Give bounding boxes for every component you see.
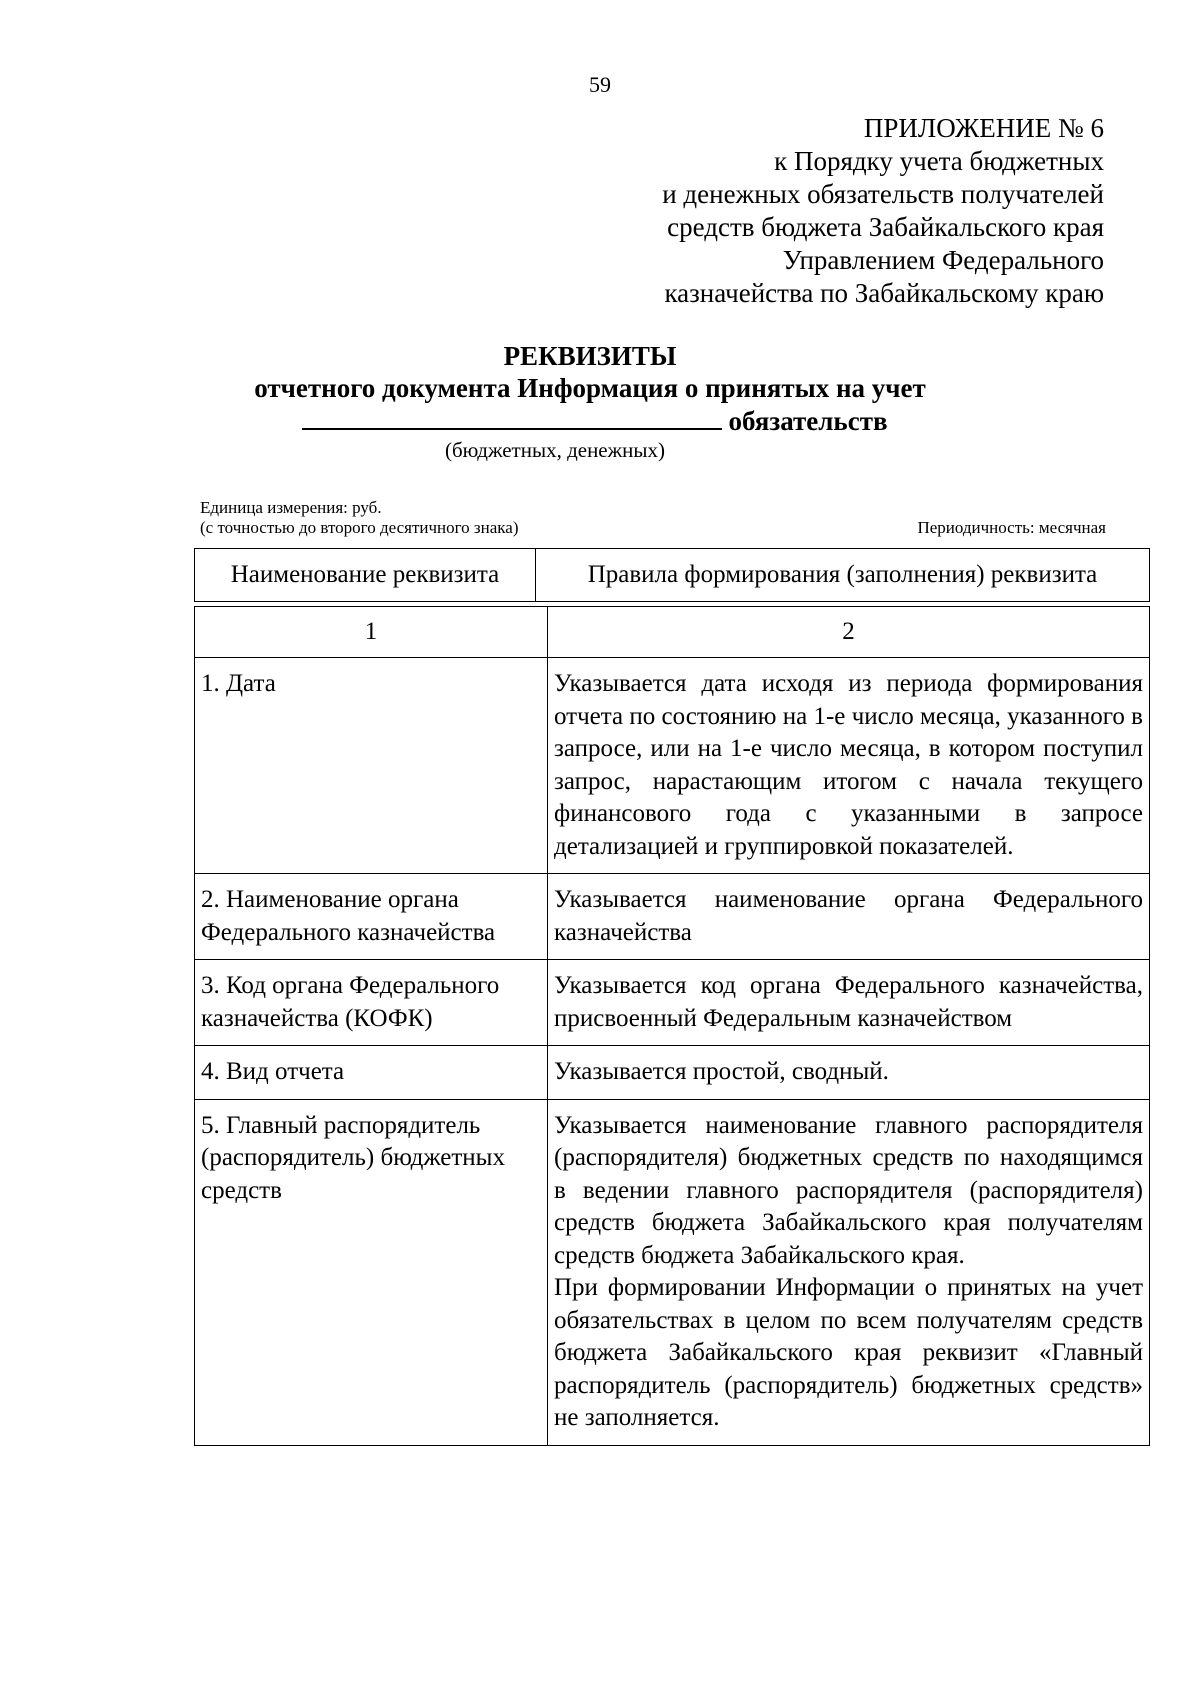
appendix-line: и денежных обязательств получателей (662, 179, 1104, 209)
document-subtitle-tail: обязательств (728, 406, 888, 436)
periodicity: Периодичность: месячная (917, 518, 1106, 537)
requisite-name: 3. Код органа Федерального казначейства (КОФК) (195, 960, 548, 1046)
column-number: 1 (195, 607, 548, 658)
document-subtitle: отчетного документа Информация о принятых на учет (254, 373, 926, 403)
table-row (195, 1099, 1150, 1445)
column-number: 2 (548, 607, 1150, 658)
document-title: РЕКВИЗИТЫ (503, 341, 677, 371)
appendix-line: средств бюджета Забайкальского края (667, 212, 1104, 242)
blank-fill-line (302, 406, 722, 430)
header-cell-name: Наименование реквизита (195, 549, 536, 602)
requisite-name: 1. Дата (195, 658, 548, 874)
header-row (195, 549, 1150, 602)
requisite-rules (548, 1046, 1150, 1100)
requisites-table (194, 606, 1150, 1446)
requisite-rules (548, 1099, 1150, 1445)
rule-paragraph: Указывается наименование органа Федерального казначейства (554, 886, 1143, 946)
requisite-name: 4. Вид отчета (195, 1046, 548, 1100)
unit-line: Единица измерения: руб. (200, 498, 382, 517)
rule-paragraph: Указывается наименование главного распорядителя (распорядителя) бюджетных средств по находящимся в ведении главного распорядителя (распорядителя) средств бюджета Забайкальского края получателям средств бюджета Забайкальского края. (554, 1111, 1143, 1269)
rule-paragraph: Указывается код органа Федерального казначейства, присвоенный Федеральным казначейством (554, 972, 1143, 1032)
column-number-row (195, 607, 1150, 658)
document-subtitle-line2 (0, 405, 1200, 437)
table-row (195, 960, 1150, 1046)
table-row (195, 874, 1150, 960)
requisite-name: 2. Наименование органа Федерального казначейства (195, 874, 548, 960)
table-row (195, 658, 1150, 874)
requisite-name: 5. Главный распорядитель (распорядитель) бюджетных средств (195, 1099, 548, 1445)
header-cell-rules: Правила формирования (заполнения) реквизита (536, 549, 1150, 602)
appendix-title: ПРИЛОЖЕНИЕ № 6 (863, 113, 1104, 143)
rule-paragraph: Указывается простой, сводный. (554, 1058, 889, 1085)
table-row (195, 1046, 1150, 1100)
appendix-line: Управлением Федерального (782, 245, 1104, 275)
requisite-rules (548, 874, 1150, 960)
blank-hint: (бюджетных, денежных) (445, 438, 665, 462)
appendix-line: к Порядку учета бюджетных (774, 146, 1104, 176)
rule-paragraph: Указывается дата исходя из периода формирования отчета по состоянию на 1-е число месяца, указанного в запросе, или на 1-е число месяца, в котором поступил запрос, нарастающим итогом с начала текущего финансового года с указанными в запросе детализацией и группировкой показателей. (554, 670, 1143, 860)
appendix-line: казначейства по Забайкальскому краю (664, 278, 1104, 308)
page-number: 59 (589, 72, 611, 97)
unit-precision: (с точностью до второго десятичного знака) (200, 518, 519, 537)
appendix-header (662, 112, 1104, 310)
requisite-rules (548, 960, 1150, 1046)
requisite-rules (548, 658, 1150, 874)
document-title-block (0, 340, 1200, 463)
unit-of-measure (200, 498, 519, 538)
table-header (194, 548, 1150, 602)
rule-paragraph: При формировании Информации о принятых на учет обязательствах в целом по всем получателям средств бюджета Забайкальского края реквизит «Главный распорядитель (распорядитель) бюджетных средств» не заполняется. (554, 1274, 1143, 1431)
